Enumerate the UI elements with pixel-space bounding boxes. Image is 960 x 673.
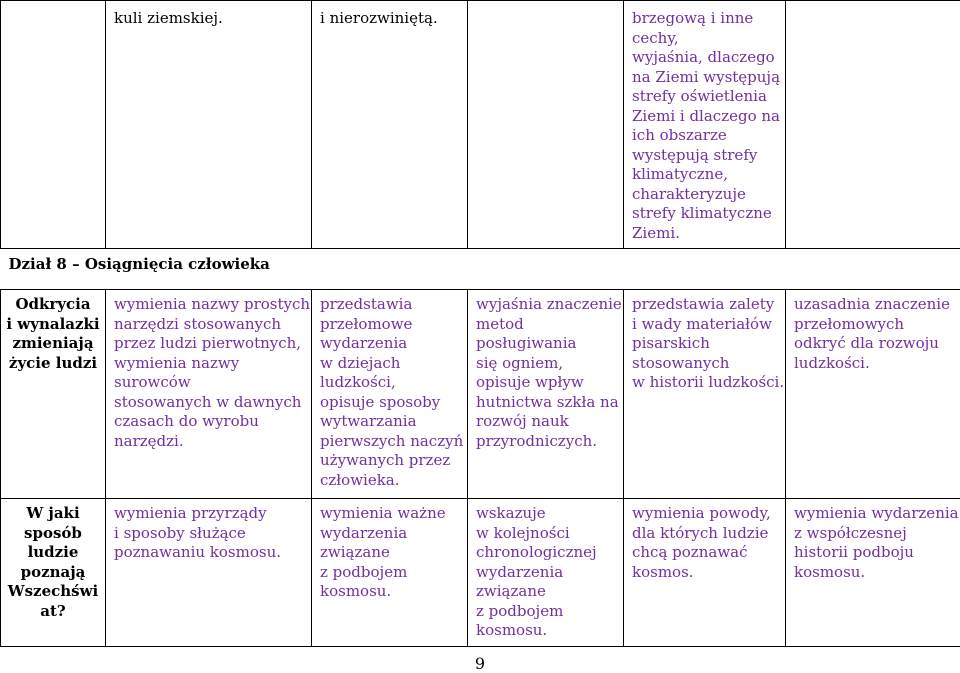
kosmos-cell-col3 xyxy=(468,499,624,647)
section-heading xyxy=(1,249,960,290)
table-row-odkrycia xyxy=(1,290,960,499)
section-heading-row xyxy=(1,249,960,290)
category-odkrycia-text: Odkrycia i wynalazki zmieniają życie ludzi xyxy=(3,295,103,373)
kosmos-text-col5: wymienia wydarzenia z współczesnej historii podboju kosmosu. xyxy=(794,504,960,582)
odkrycia-text-col2: przedstawia przełomowe wydarzenia w dziejach ludzkości, opisuje sposoby wytwarzania pierwszych naczyń używanych przez człowieka. xyxy=(320,295,467,490)
kosmos-cell-col5 xyxy=(786,499,960,647)
odkrycia-cell-col5 xyxy=(786,290,960,499)
kosmos-cell-col1 xyxy=(106,499,312,647)
kosmos-cell-col2 xyxy=(312,499,468,647)
kosmos-text-col2: wymienia ważne wydarzenia związane z podbojem kosmosu. xyxy=(320,504,467,602)
odkrycia-text-col3: wyjaśnia znaczenie metod posługiwania się ogniem, opisuje wpływ hutnictwa szkła na rozwój nauk przyrodniczych. xyxy=(476,295,623,451)
table-row-top xyxy=(1,1,960,249)
kosmos-text-col1: wymienia przyrządy i sposoby służące poznawaniu kosmosu. xyxy=(114,504,311,563)
top-category-cell xyxy=(1,1,106,249)
kosmos-text-col4: wymienia powody, dla których ludzie chcą poznawać kosmos. xyxy=(632,504,785,582)
category-kosmos xyxy=(1,499,106,647)
top-cell-col3 xyxy=(468,1,624,249)
odkrycia-cell-col3 xyxy=(468,290,624,499)
section-title: Dział 8 – Osiągnięcia człowieka xyxy=(9,255,270,273)
table-row-kosmos xyxy=(1,499,960,647)
odkrycia-text-col4: przedstawia zalety i wady materiałów pisarskich stosowanych w historii ludzkości. xyxy=(632,295,785,393)
top-cell-col5 xyxy=(786,1,960,249)
odkrycia-cell-col4 xyxy=(624,290,786,499)
kosmos-text-col3: wskazuje w kolejności chronologicznej wydarzenia związane z podbojem kosmosu. xyxy=(476,504,623,641)
kosmos-cell-col4 xyxy=(624,499,786,647)
page-number: 9 xyxy=(0,654,960,673)
odkrycia-cell-col2 xyxy=(312,290,468,499)
top-cell-col2 xyxy=(312,1,468,249)
top-cell-col4 xyxy=(624,1,786,249)
odkrycia-text-col1: wymienia nazwy prostych narzędzi stosowanych przez ludzi pierwotnych, wymienia nazwy surowców stosowanych w dawnych czasach do wyrobu narzędzi. xyxy=(114,295,311,451)
top-text-col4: brzegową i inne cechy, wyjaśnia, dlaczego na Ziemi występują strefy oświetlenia Ziemi i dlaczego na ich obszarze występują strefy klimatyczne, charakteryzuje strefy klimatyczne Ziemi. xyxy=(632,9,785,243)
top-cell-col1 xyxy=(106,1,312,249)
category-odkrycia xyxy=(1,290,106,499)
odkrycia-cell-col1 xyxy=(106,290,312,499)
odkrycia-text-col5: uzasadnia znaczenie przełomowych odkryć dla rozwoju ludzkości. xyxy=(794,295,960,373)
top-text-col1: kuli ziemskiej. xyxy=(114,9,311,29)
top-text-col2: i nierozwiniętą. xyxy=(320,9,467,29)
category-kosmos-text: W jaki sposób ludzie poznają Wszechświ at? xyxy=(3,504,103,621)
